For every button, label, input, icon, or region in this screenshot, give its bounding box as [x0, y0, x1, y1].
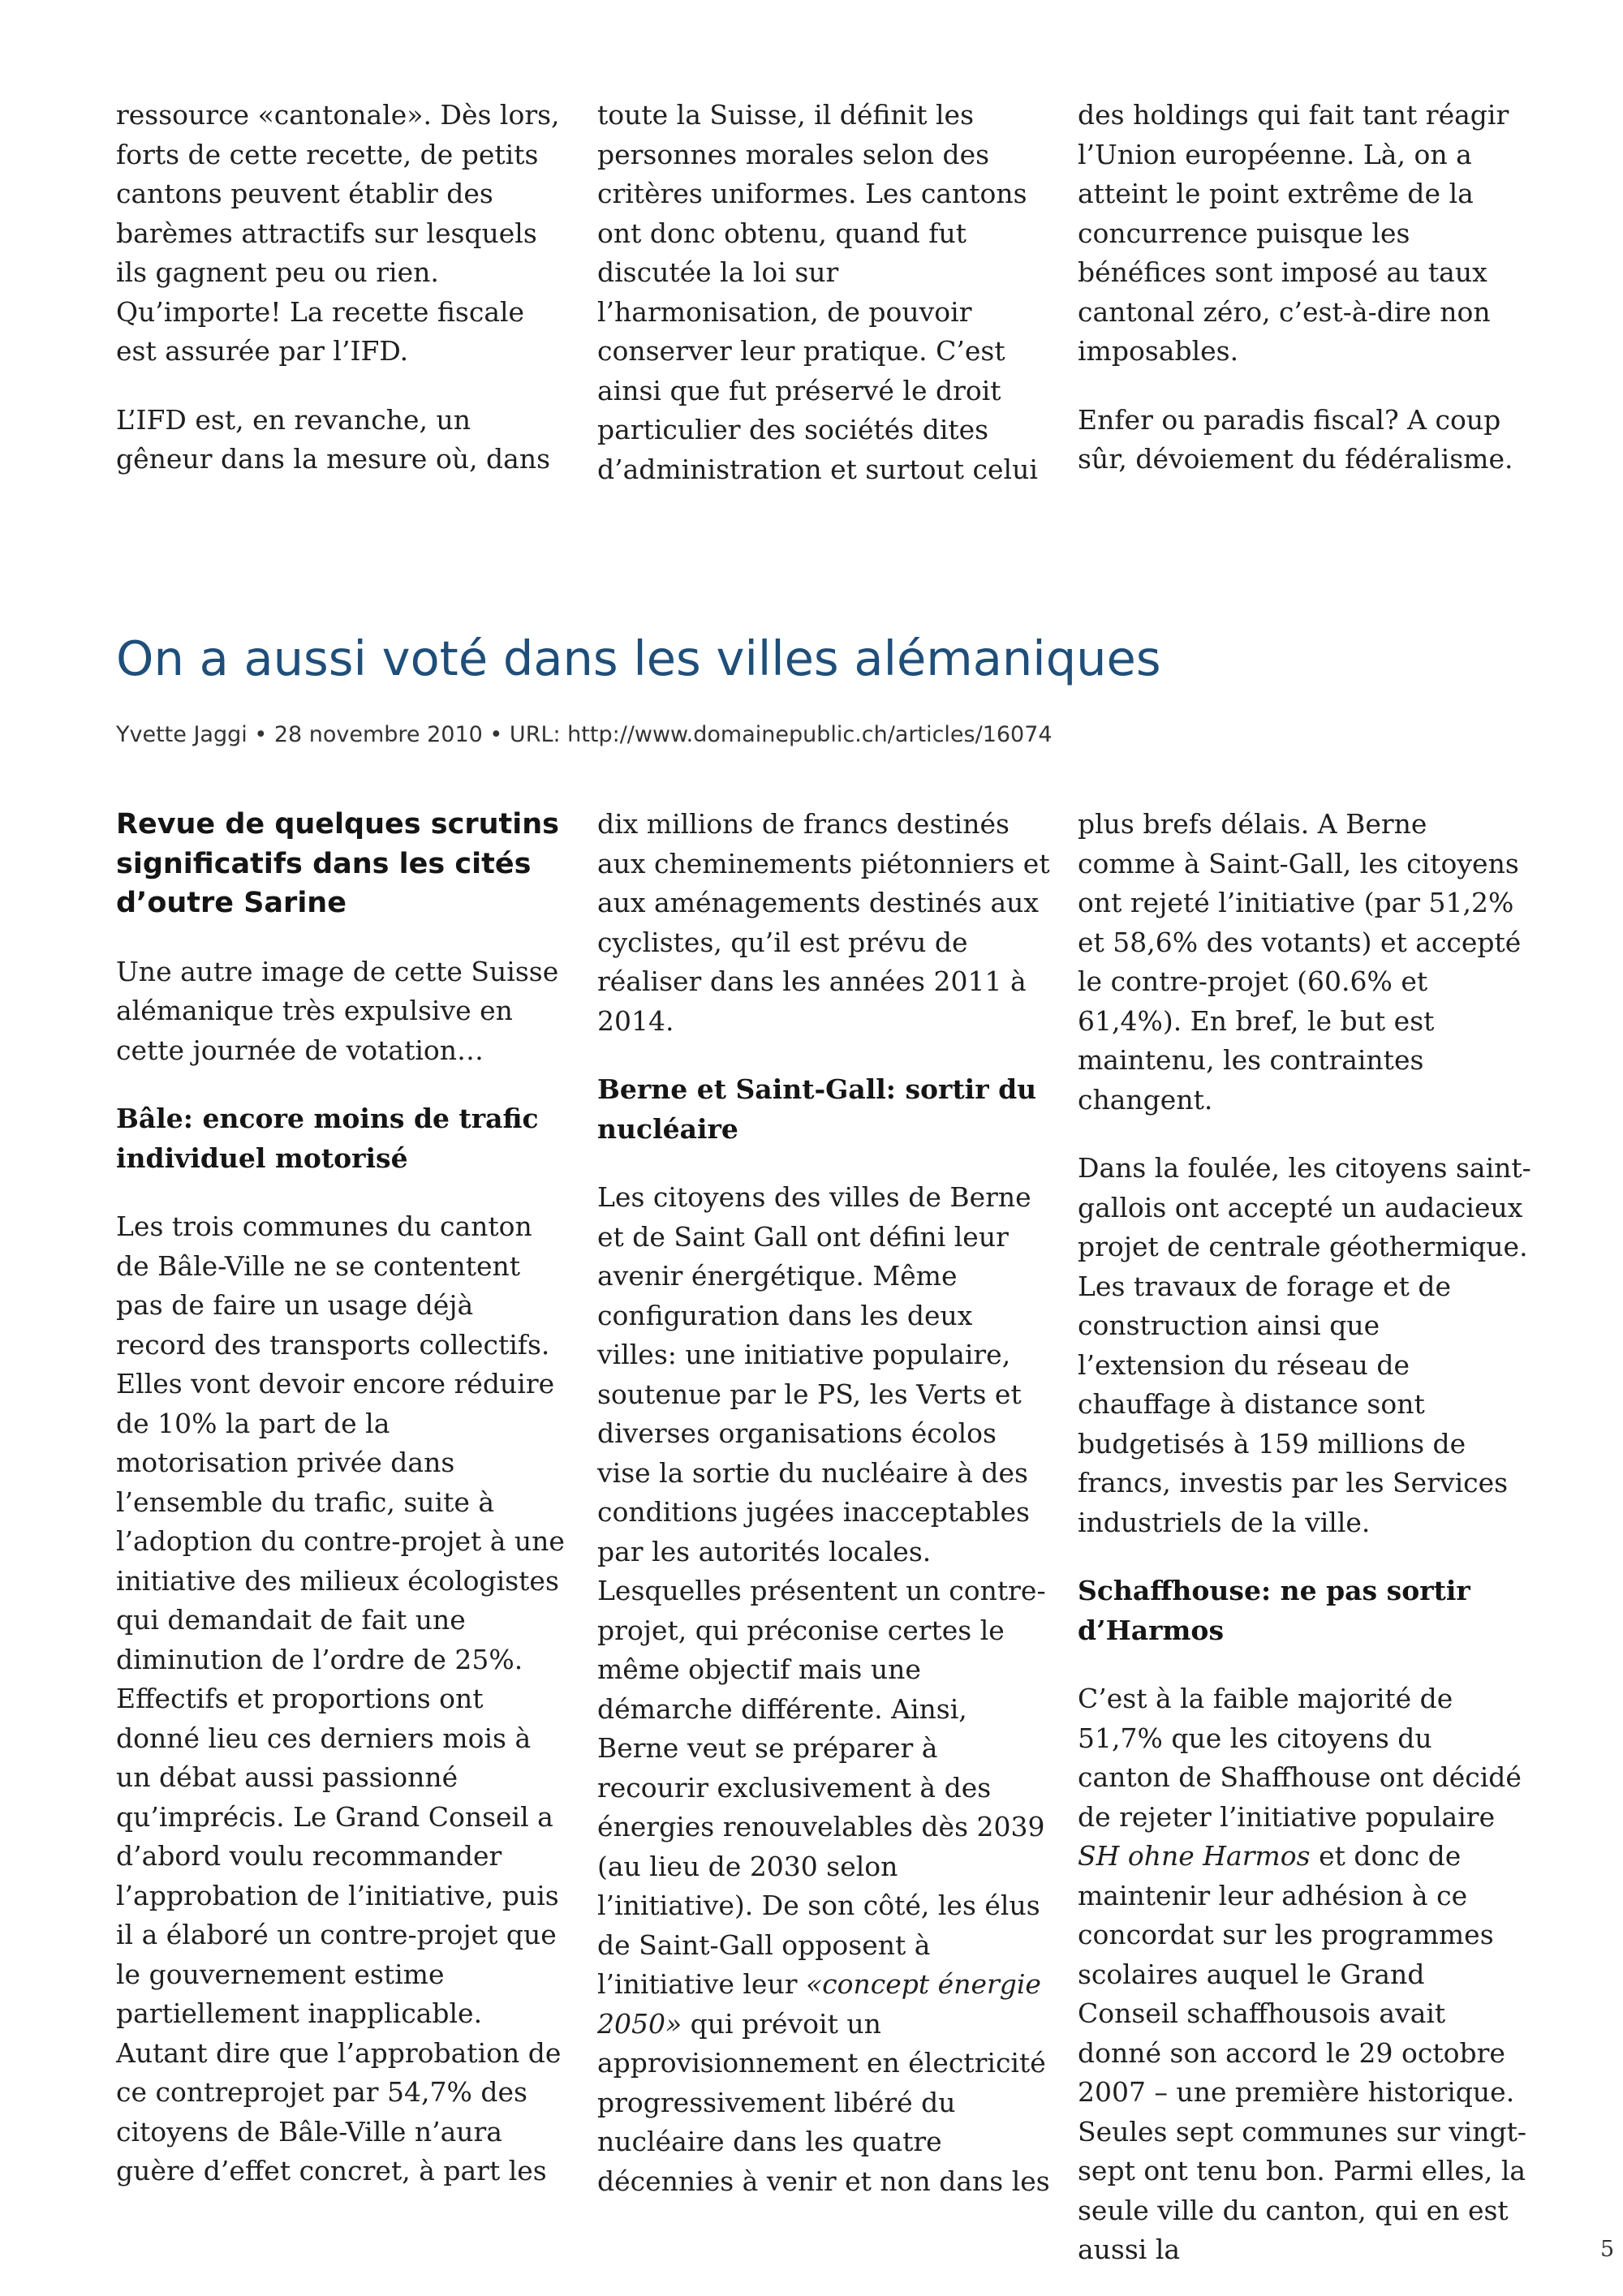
- text-run: C’est à la faible majorité de 51,7% que les citoyens du canton de Shaffhouse ont décidé de rejeter l’initiative populaire: [1078, 1683, 1522, 1833]
- previous-article-column-3: [1078, 96, 1532, 479]
- paragraph: [597, 1178, 1052, 2201]
- paragraph: L’IFD est, en revanche, un gêneur dans la mesure où, dans: [116, 403, 551, 475]
- article-column-2: [597, 805, 1052, 2201]
- section-heading-berne: Berne et Saint-Gall: sortir du nucléaire: [597, 1073, 1037, 1145]
- article-byline: Yvette Jaggi • 28 novembre 2010 • URL: http://www.domainepublic.ch/articles/16074: [116, 722, 1053, 747]
- page-number: 5: [1600, 2237, 1615, 2262]
- intro-paragraph: Une autre image de cette Suisse alémanique très expulsive en cette journée de votation…: [116, 955, 559, 1066]
- paragraph: des holdings qui fait tant réagir l’Union européenne. Là, on a atteint le point extrême de la concurrence puisque les bénéfices sont imposé au taux cantonal zéro, c’est-à-dire non imposables.: [1078, 99, 1509, 367]
- emphasis-text: SH ohne Harmos: [1078, 1840, 1311, 1872]
- paragraph: toute la Suisse, il définit les personnes morales selon des critères uniformes. Les cantons ont donc obtenu, quand fut discutée la loi sur l’harmonisation, de pouvoir conserver leur pratique. C’est ainsi que fut préservé le droit particulier des sociétés dites d’administration et surtout celui: [597, 99, 1038, 485]
- lead-heading: Revue de quelques scrutins significatifs dans les cités d’outre Sarine: [116, 808, 559, 919]
- text-run: et donc de maintenir leur adhésion à ce concordat sur les programmes scolaires auquel le Grand Conseil schaffhousois avait donné son accord le 29 octobre 2007 – une première historique. Seules sept communes sur vingt-sept ont tenu bon. Parmi elles, la seule ville du canton, qui en est aussi la: [1078, 1840, 1527, 2265]
- article-title: On a aussi voté dans les villes alémaniques: [116, 630, 1161, 686]
- paragraph: Enfer ou paradis fiscal? A coup sûr, dévoiement du fédéralisme.: [1078, 403, 1513, 475]
- section-heading-schaffhouse: Schaffhouse: ne pas sortir d’Harmos: [1078, 1575, 1470, 1646]
- previous-article-column-2: [597, 96, 1052, 489]
- paragraph: plus brefs délais. A Berne comme à Saint-Gall, les citoyens ont rejeté l’initiative (par 51,2% et 58,6% des votants) et accepté le contre-projet (60.6% et 61,4%). En bref, le but est maintenu, les contraintes changent.: [1078, 808, 1522, 1116]
- paragraph: ressource «cantonale». Dès lors, forts de cette recette, de petits cantons peuvent établir des barèmes attractifs sur lesquels ils gagnent peu ou rien. Qu’importe! La recette fiscale est assurée par l’IFD.: [116, 99, 560, 367]
- article-column-1: [116, 805, 570, 2191]
- paragraph: dix millions de francs destinés aux cheminements piétonniers et aux aménagements destinés aux cyclistes, qu’il est prévu de réaliser dans les années 2011 à 2014.: [597, 808, 1050, 1037]
- text-run: Les citoyens des villes de Berne et de Saint Gall ont défini leur avenir énergétique. Même configuration dans les deux villes: une initiative populaire, soutenue par le PS, les Verts et diverses organisations écolos vise la sortie du nucléaire à des conditions jugées inacceptables par les autorités locales. Lesquelles présentent un contre-projet, qui préconise certes le même objectif mais une démarche différente. Ainsi, Berne veut se préparer à recourir exclusivement à des énergies renouvelables dès 2039 (au lieu de 2030 selon l’initiative). De son côté, les élus de Saint-Gall opposent à l’initiative leur: [597, 1181, 1046, 2000]
- text-run: qui prévoit un approvisionnement en électricité progressivement libéré du nucléaire dans les quatre décennies à venir et non dans les: [597, 2007, 1050, 2197]
- paragraph: [1078, 1679, 1532, 2270]
- article-column-3: [1078, 805, 1532, 2270]
- emphasis-text: «concept énergie 2050»: [597, 1968, 1041, 2040]
- section-heading-basel: Bâle: encore moins de trafic individuel motorisé: [116, 1103, 539, 1174]
- paragraph: Les trois communes du canton de Bâle-Ville ne se contentent pas de faire un usage déjà record des transports collectifs. Elles vont devoir encore réduire de 10% la part de la motorisation privée dans l’ensemble du trafic, suite à l’adoption du contre-projet à une initiative des milieux écologistes qui demandait de fait une diminution de l’ordre de 25%. Effectifs et proportions ont donné lieu ces derniers mois à un débat aussi passionné qu’imprécis. Le Grand Conseil a d’abord voulu recommander l’approbation de l’initiative, puis il a élaboré un contre-projet que le gouvernement estime partiellement inapplicable. Autant dire que l’approbation de ce contreprojet par 54,7% des citoyens de Bâle-Ville n’aura guère d’effet concret, à part les: [116, 1210, 565, 2186]
- previous-article-column-1: [116, 96, 570, 479]
- paragraph: Dans la foulée, les citoyens saint-gallois ont accepté un audacieux projet de centrale géothermique. Les travaux de forage et de construction ainsi que l’extension du réseau de chauffage à distance sont budgetisés à 159 millions de francs, investis par les Services industriels de la ville.: [1078, 1152, 1531, 1538]
